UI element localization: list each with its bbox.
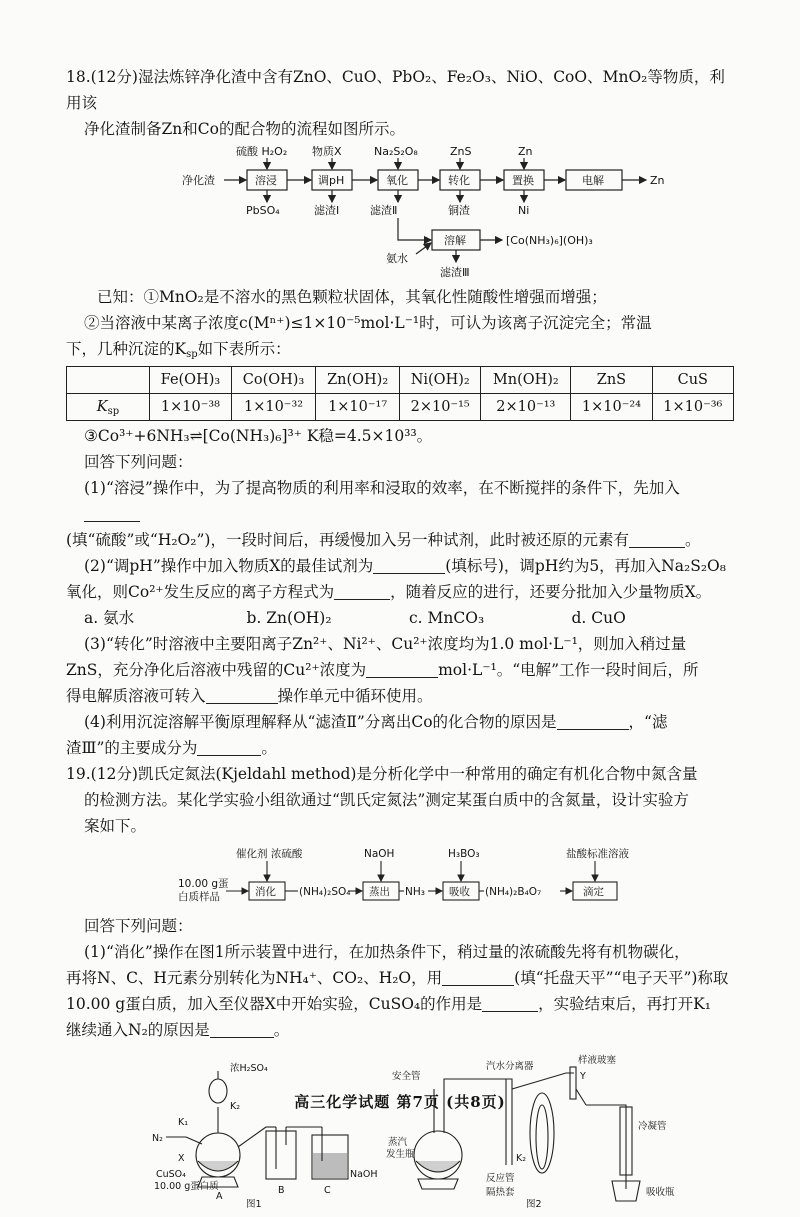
fig2-label-receiver: 吸收瓶 bbox=[646, 1187, 675, 1198]
q18-known-3: ③Co³⁺+6NH₃⇌[Co(NH₃)₆]³⁺ K稳=4.5×10³³。 bbox=[84, 427, 433, 445]
fig1-label-x: X bbox=[178, 1153, 185, 1164]
fig2-label-insulation: 隔热套 bbox=[486, 1187, 515, 1198]
fig1-label-b: B bbox=[278, 1185, 285, 1196]
q19-reagent-2: NaOH bbox=[364, 848, 395, 860]
fig2-label-condenser: 冷凝管 bbox=[638, 1121, 667, 1132]
q19-p1-text-d: 10.00 g蛋白质，加入至仪器X中开始实验，CuSO₄的作用是 bbox=[66, 995, 483, 1013]
answer-blank[interactable] bbox=[482, 995, 538, 1012]
q19-step-1: 消化 bbox=[255, 886, 276, 898]
fig1-label-cuso4: CuSO₄ bbox=[156, 1169, 186, 1180]
answer-blank[interactable] bbox=[206, 687, 278, 704]
answer-blank[interactable] bbox=[442, 969, 514, 986]
fig1-label-a: A bbox=[216, 1191, 223, 1202]
q19-step-2: 蒸出 bbox=[369, 886, 390, 898]
flow-output-4: 铜渣 bbox=[448, 204, 470, 217]
ksp-table bbox=[66, 366, 734, 421]
flow-output-2: 滤渣Ⅰ bbox=[314, 204, 340, 217]
q19-part1-line1: (1)“消化”操作在图1所示装置中进行，在加热条件下，稍过量的浓硫酸先将有机物碳化， bbox=[84, 943, 690, 961]
fig1-label-acid: 浓H₂SO₄ bbox=[230, 1063, 268, 1074]
fig1-label-k2: K₂ bbox=[230, 1101, 241, 1112]
q19-input-line1: 10.00 g蛋 bbox=[178, 878, 229, 890]
fig2-label-steam: 蒸汽 bbox=[388, 1137, 408, 1148]
fig2-label-separator: 汽水分离器 bbox=[486, 1061, 534, 1072]
fig1-label-protein: 10.00 g蛋白质 bbox=[154, 1181, 219, 1192]
q19-input-line2: 白质样品 bbox=[178, 891, 220, 903]
answer-blank[interactable] bbox=[197, 739, 261, 756]
q18-p3-text-b: ZnS，充分净化后溶液中残留的Cu²⁺浓度为 bbox=[66, 661, 367, 679]
apparatus-svg bbox=[66, 1049, 734, 1209]
option-c[interactable]: c. MnCO₃ bbox=[409, 609, 485, 627]
q18-p1-text-b: (填“硫酸”或“H₂O₂”)，一段时间后，再缓慢加入另一种试剂，此时被还原的元素有 bbox=[66, 531, 629, 549]
flow-output-1: PbSO₄ bbox=[246, 204, 280, 217]
q18-answer-prompt: 回答下列问题： bbox=[84, 453, 193, 471]
ksp-header-cell: Co(OH)₃ bbox=[231, 367, 315, 394]
q18-p1-text-c: 。 bbox=[684, 531, 701, 549]
answer-blank[interactable] bbox=[334, 583, 390, 600]
flow-output-5: Ni bbox=[518, 204, 530, 217]
ksp-header-cell: CuS bbox=[652, 367, 733, 394]
ksp-value-cell: 1×10⁻³² bbox=[231, 394, 315, 421]
flow-step-6: 电解 bbox=[582, 174, 604, 187]
fig1-label-k1: K₁ bbox=[178, 1117, 189, 1128]
q18-p3-text-d: 得电解质溶液可转入 bbox=[66, 687, 206, 705]
q19-p1-text-c: (填“托盘天平”“电子天平”)称取 bbox=[514, 969, 729, 987]
q19-intro-line1: 19.(12分)凯氏定氮法(Kjeldahl method)是分析化学中一种常用的确定有机化合物中氮含量 bbox=[66, 765, 698, 783]
q19-reagent-4: 盐酸标准溶液 bbox=[566, 848, 629, 860]
fig2-label-stopper: 样液玻塞 bbox=[578, 1055, 617, 1066]
q18-p2-text-a: (2)“调pH”操作中加入物质X的最佳试剂为 bbox=[84, 557, 374, 575]
q19-part1-line2 bbox=[66, 965, 734, 991]
q18-p1-text-a: (1)“溶浸”操作中，为了提高物质的利用率和浸取的效率，在不断搅拌的条件下，先加入 bbox=[84, 479, 680, 497]
answer-blank[interactable] bbox=[84, 505, 140, 522]
q18-part3-line1: (3)“转化”时溶液中主要阳离子Zn²⁺、Ni²⁺、Cu²⁺浓度均为1.0 mol·L⁻¹，则加入稍过量 bbox=[84, 635, 687, 653]
flow-reagent-2: 物质X bbox=[312, 146, 342, 158]
flow-reagent-6: 氨水 bbox=[386, 252, 408, 265]
q18-p2-text-c: 氧化，则Co²⁺发生反应的离子方程式为 bbox=[66, 583, 335, 601]
ksp-subscript: sp bbox=[186, 349, 198, 360]
flow-step-5: 置换 bbox=[512, 174, 534, 187]
flow-output-7: [Co(NH₃)₆](OH)₃ bbox=[506, 234, 593, 247]
q19-step-3: 吸收 bbox=[449, 886, 470, 898]
flow-reagent-5: Zn bbox=[518, 146, 533, 158]
ksp-value-cell: 2×10⁻¹³ bbox=[481, 394, 571, 421]
q18-intro-line2: 净化渣制备Zn和Co的配合物的流程如图所示。 bbox=[84, 120, 405, 138]
q19-apparatus-figures bbox=[66, 1049, 734, 1209]
ksp-header-cell: Zn(OH)₂ bbox=[316, 367, 400, 394]
q19-kjeldahl-flowchart bbox=[66, 847, 734, 909]
option-d[interactable]: d. CuO bbox=[571, 609, 626, 627]
flow-step-4: 转化 bbox=[448, 174, 470, 187]
ksp-symbol: K bbox=[96, 399, 108, 415]
flow-output-3: 滤渣Ⅱ bbox=[370, 204, 398, 217]
q18-part2-line1 bbox=[66, 553, 734, 579]
q18-p4-text-d: 。 bbox=[261, 739, 277, 757]
fig1-label-naoh: NaOH bbox=[350, 1169, 378, 1180]
flow-step-2: 调pH bbox=[318, 174, 345, 187]
q18-part3-line2 bbox=[66, 657, 734, 683]
q18-part1-line2 bbox=[66, 527, 734, 553]
answer-blank[interactable] bbox=[629, 531, 685, 548]
ksp-header-cell: ZnS bbox=[571, 367, 652, 394]
q19-p1-text-g: 。 bbox=[273, 1021, 290, 1039]
option-a[interactable]: a. 氨水 bbox=[84, 609, 135, 627]
known2c-text: 如下表所示： bbox=[197, 340, 291, 358]
flow-reagent-3: Na₂S₂O₈ bbox=[374, 146, 418, 158]
q18-known-2a: ②当溶液中某离子浓度c(Mⁿ⁺)≤1×10⁻⁵mol·L⁻¹时，可认为该离子沉淀完全；常温 bbox=[84, 314, 652, 332]
q19-p1-text-b: 再将N、C、H元素分别转化为NH₄⁺、CO₂、H₂O，用 bbox=[66, 969, 443, 987]
ksp-symbol-sub: sp bbox=[107, 406, 120, 417]
fig2-caption: 图2 bbox=[526, 1199, 542, 1209]
q19-part1-line4 bbox=[66, 1017, 734, 1043]
q19-p1-text-e: ，实验结束后，再打开K₁ bbox=[538, 995, 711, 1013]
q18-options bbox=[66, 605, 734, 631]
q19-part1-line3 bbox=[66, 991, 734, 1017]
fig2-label-y: Y bbox=[580, 1071, 586, 1082]
q18-intro-line1: 18.(12分)湿法炼锌净化渣中含有ZnO、CuO、PbO₂、Fe₂O₃、NiO、CoO、MnO₂等物质，利用该 bbox=[66, 68, 725, 112]
fig1-label-c: C bbox=[324, 1185, 331, 1196]
flask-a-liquid bbox=[198, 1161, 238, 1171]
answer-blank[interactable] bbox=[366, 661, 438, 678]
q19-p1-text-f: 继续通入N₂的原因是 bbox=[66, 1021, 210, 1039]
ksp-corner-cell bbox=[67, 367, 150, 394]
q18-p2-text-b: (填标号)，调pH约为5，再加入Na₂S₂O₈ bbox=[445, 557, 726, 575]
ksp-value-cell: 1×10⁻¹⁷ bbox=[316, 394, 400, 421]
q18-part2-line2 bbox=[66, 579, 734, 605]
ksp-row-label bbox=[67, 394, 150, 421]
flow-step-1: 溶浸 bbox=[255, 174, 277, 187]
ksp-header-cell: Fe(OH)₃ bbox=[150, 367, 232, 394]
q18-part1-line1 bbox=[66, 475, 734, 527]
q18-process-flowchart bbox=[66, 146, 734, 284]
ksp-header-row bbox=[67, 367, 734, 394]
ksp-value-cell: 1×10⁻²⁴ bbox=[571, 394, 652, 421]
ksp-value-cell: 1×10⁻³⁸ bbox=[150, 394, 232, 421]
ksp-value-cell: 1×10⁻³⁶ bbox=[652, 394, 733, 421]
q19-intro-line3: 案如下。 bbox=[84, 817, 147, 835]
ksp-header-cell: Ni(OH)₂ bbox=[400, 367, 481, 394]
fig2-label-safety-tube: 安全管 bbox=[392, 1071, 421, 1082]
q19-intermediate-1: (NH₄)₂SO₄ bbox=[299, 886, 351, 898]
q19-intermediate-3: (NH₄)₂B₄O₇ bbox=[485, 886, 542, 898]
q19-step-4: 滴定 bbox=[583, 886, 604, 898]
fig2-label-k2: K₂ bbox=[516, 1153, 527, 1164]
fig2-label-generator: 发生瓶 bbox=[386, 1149, 415, 1160]
flow-output-6: Zn bbox=[650, 174, 665, 187]
flow-step-3: 氧化 bbox=[386, 174, 408, 187]
flow-output-8: 滤渣Ⅲ bbox=[440, 266, 470, 279]
q18-known-1: 已知：①MnO₂是不溶水的黑色颗粒状固体，其氧化性随酸性增强而增强； bbox=[97, 288, 607, 306]
fig2-label-reaction-tube: 反应管 bbox=[486, 1173, 515, 1184]
flow-input-label: 净化渣 bbox=[182, 174, 215, 187]
q18-p2-text-d: ，随着反应的进行，还要分批加入少量物质X。 bbox=[390, 583, 712, 601]
known2b-text: 下，几种沉淀的K bbox=[66, 340, 187, 358]
q18-p4-text-c: 渣Ⅲ”的主要成分为 bbox=[66, 739, 198, 757]
q19-reagent-3: H₃BO₃ bbox=[448, 848, 480, 860]
flow-reagent-4: ZnS bbox=[450, 146, 472, 158]
answer-blank[interactable] bbox=[210, 1021, 274, 1038]
fig1-caption: 图1 bbox=[246, 1199, 262, 1209]
q18-p3-text-c: mol·L⁻¹。“电解”工作一段时间后，所 bbox=[438, 661, 699, 679]
q18-p4-text-b: ，“滤 bbox=[628, 713, 668, 731]
q19-flowchart-svg bbox=[66, 847, 734, 909]
answer-blank[interactable] bbox=[373, 557, 445, 574]
answer-blank[interactable] bbox=[557, 713, 629, 730]
ksp-header-cell: Mn(OH)₂ bbox=[481, 367, 571, 394]
q19-intro-line2: 的检测方法。某化学实验小组欲通过“凯氏定氮法”测定某蛋白质中的含氮量，设计实验方 bbox=[84, 791, 689, 809]
fig1-label-n2: N₂ bbox=[152, 1133, 163, 1144]
q19-reagent-1: 催化剂 浓硫酸 bbox=[236, 848, 303, 860]
page-footer: 高三化学试题 第7页 (共8页) bbox=[294, 1093, 506, 1111]
q18-p3-text-e: 操作单元中循环使用。 bbox=[277, 687, 433, 705]
ksp-value-row bbox=[67, 394, 734, 421]
flow-step-7: 溶解 bbox=[444, 234, 466, 247]
ksp-value-cell: 2×10⁻¹⁵ bbox=[400, 394, 481, 421]
q19-answer-prompt: 回答下列问题： bbox=[84, 917, 193, 935]
q19-intermediate-2: NH₃ bbox=[405, 886, 425, 898]
q18-part4-line1 bbox=[66, 709, 734, 735]
q18-known-2b bbox=[66, 336, 734, 362]
q18-part3-line3 bbox=[66, 683, 734, 709]
q18-p4-text-a: (4)利用沉淀溶解平衡原理解释从“滤渣Ⅱ”分离出Co的化合物的原因是 bbox=[84, 713, 557, 731]
q18-part4-line2 bbox=[66, 735, 734, 761]
flow-reagent-1: 硫酸 H₂O₂ bbox=[236, 146, 288, 158]
option-b[interactable]: b. Zn(OH)₂ bbox=[246, 609, 332, 627]
exam-page bbox=[66, 64, 734, 1209]
bottle-b bbox=[266, 1131, 296, 1179]
q18-flowchart-svg bbox=[66, 146, 734, 284]
